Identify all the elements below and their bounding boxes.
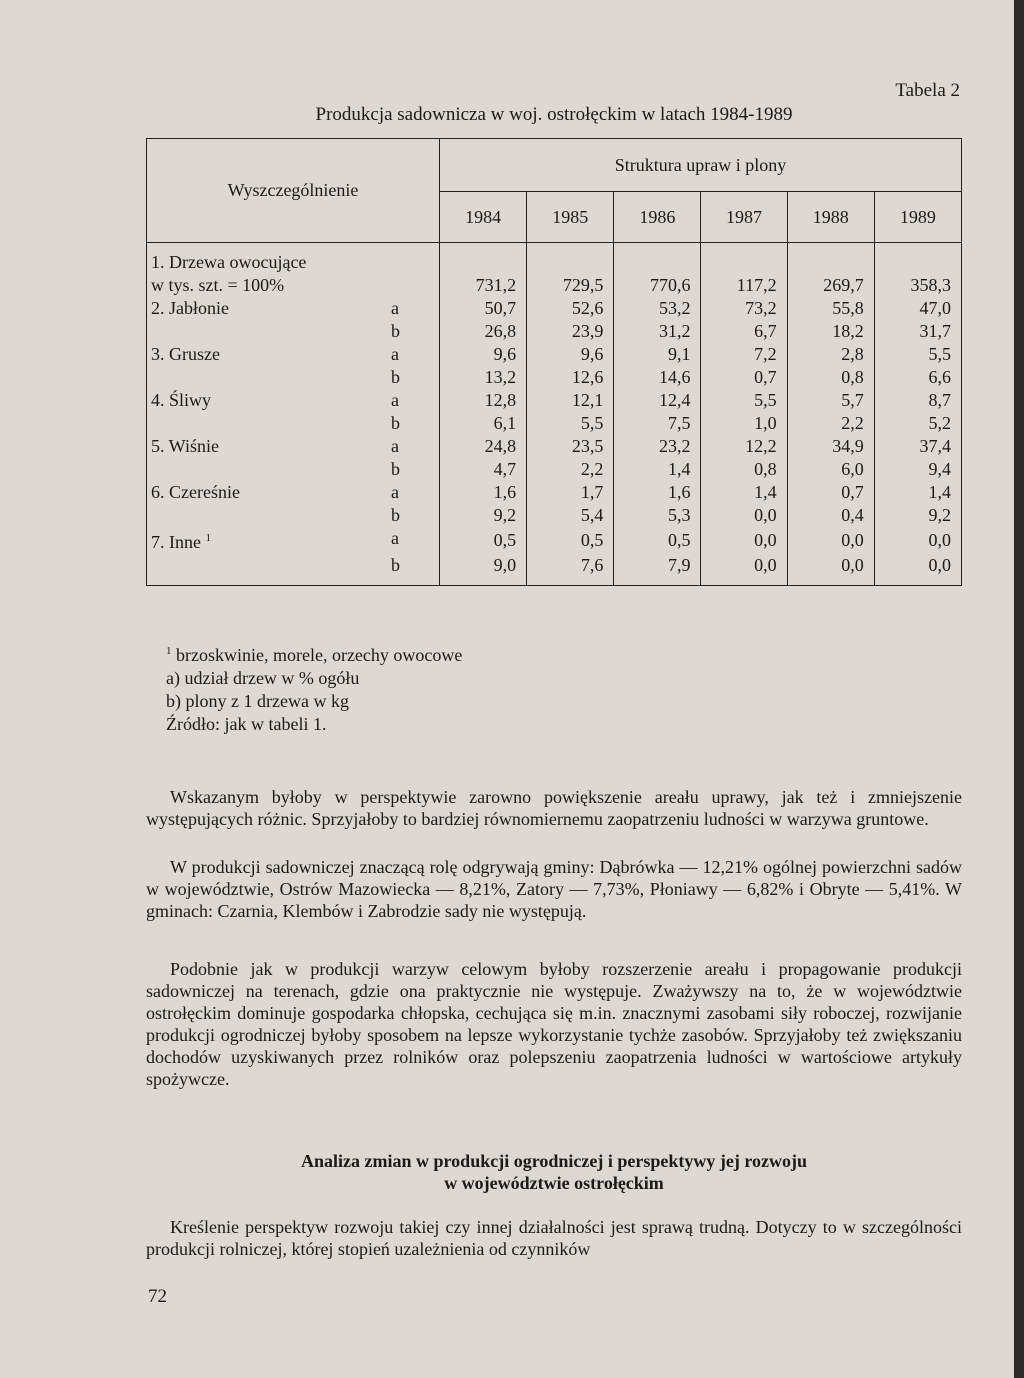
table-cell: 2,2 (787, 412, 874, 435)
table-row (147, 435, 962, 458)
row-label (147, 366, 440, 389)
table-cell: 358,3 (874, 274, 961, 297)
table-cell: 8,7 (874, 389, 961, 412)
table-cell (614, 243, 701, 275)
row-label (147, 458, 440, 481)
section-heading-line-2: w województwie ostrołęckim (444, 1173, 664, 1193)
row-label (147, 243, 440, 275)
table-cell: 9,0 (440, 554, 527, 586)
table-cell: 6,7 (701, 320, 787, 343)
paragraph-4: Kreślenie perspektyw rozwoju takiej czy innej działalności jest sprawą trudną. Dotyczy to w szczególności produkcji rolniczej, której stopień uzależnienia od czynników (146, 1217, 962, 1259)
table-cell: 47,0 (874, 297, 961, 320)
table-cell: 53,2 (614, 297, 701, 320)
table-row (147, 343, 962, 366)
table-cell: 18,2 (787, 320, 874, 343)
table-row (147, 274, 962, 297)
footnote-a: a) udział drzew w % ogółu (166, 668, 360, 688)
table-cell: 2,2 (527, 458, 614, 481)
row-label (147, 297, 440, 320)
table-cell: 14,6 (614, 366, 701, 389)
table-cell: 1,6 (614, 481, 701, 504)
row-label (147, 527, 440, 554)
table-cell: 0,0 (787, 554, 874, 586)
table-row (147, 366, 962, 389)
table-cell: 9,1 (614, 343, 701, 366)
row-ab-marker: b (391, 367, 400, 387)
table-row (147, 412, 962, 435)
table-cell: 0,0 (701, 527, 787, 554)
header-specification: Wyszczególnienie (147, 139, 440, 243)
table-title: Produkcja sadownicza w woj. ostrołęckim w latach 1984-1989 (315, 104, 793, 125)
row-label (147, 389, 440, 412)
table-cell: 9,2 (440, 504, 527, 527)
table-cell: 12,8 (440, 389, 527, 412)
table-footnotes (166, 640, 462, 736)
table-cell: 9,4 (874, 458, 961, 481)
source-note: Źródło: jak w tabeli 1. (166, 714, 327, 734)
table-cell: 0,5 (527, 527, 614, 554)
table-cell: 1,0 (701, 412, 787, 435)
year-header: 1985 (527, 192, 614, 243)
row-name: 4. Śliwy (151, 390, 212, 410)
row-ab-marker: a (391, 528, 399, 548)
table-cell: 9,2 (874, 504, 961, 527)
table-cell (874, 243, 961, 275)
table-cell: 7,2 (701, 343, 787, 366)
footnote-ref: 1 (205, 532, 211, 544)
table-cell: 5,2 (874, 412, 961, 435)
table-cell: 7,6 (527, 554, 614, 586)
table-row (147, 458, 962, 481)
table-cell: 26,8 (440, 320, 527, 343)
table-cell: 6,1 (440, 412, 527, 435)
table-row (147, 481, 962, 504)
row-name: w tys. szt. = 100% (151, 275, 285, 295)
table-cell: 55,8 (787, 297, 874, 320)
table-cell: 6,6 (874, 366, 961, 389)
table-cell: 2,8 (787, 343, 874, 366)
row-ab-marker: b (391, 321, 400, 341)
row-label (147, 412, 440, 435)
table-cell: 1,4 (614, 458, 701, 481)
table-cell: 6,0 (787, 458, 874, 481)
row-label (147, 435, 440, 458)
paragraph-3: Podobnie jak w produkcji warzyw celowym byłoby rozszerzenie areału i propagowanie produkcji sadowniczej na terenach, gdzie ona praktycznie nie występuje. Zważywszy na to, że w województwie ostrołęckim dominuje gospodarka chłopska, cechująca się m.in. znacznymi zasobami siły roboczej, rozwijanie produkcji ogrodniczej byłoby sposobem na lepsze wykorzystanie tychże zasobów. Sprzyjałoby też zwiększaniu dochodów uzyskiwanych przez rolników oraz polepszeniu zaopatrzenia ludności w wartościowe artykuły spożywcze. (146, 959, 962, 1089)
table-cell: 37,4 (874, 435, 961, 458)
table-cell: 731,2 (440, 274, 527, 297)
table-cell: 23,2 (614, 435, 701, 458)
table-cell: 0,4 (787, 504, 874, 527)
table-cell: 0,7 (787, 481, 874, 504)
header-structure: Struktura upraw i plony (440, 139, 962, 192)
table-cell: 12,6 (527, 366, 614, 389)
year-header: 1986 (614, 192, 701, 243)
page-edge-shadow (1014, 0, 1024, 1378)
row-label (147, 481, 440, 504)
table-cell: 1,4 (874, 481, 961, 504)
table-cell: 0,0 (701, 554, 787, 586)
table-cell: 50,7 (440, 297, 527, 320)
row-label (147, 343, 440, 366)
table-cell: 269,7 (787, 274, 874, 297)
table-cell: 12,2 (701, 435, 787, 458)
table-cell: 9,6 (440, 343, 527, 366)
table-cell: 34,9 (787, 435, 874, 458)
table-row (147, 554, 962, 586)
row-label (147, 504, 440, 527)
row-label (147, 554, 440, 586)
table-cell: 52,6 (527, 297, 614, 320)
table-cell: 0,0 (701, 504, 787, 527)
row-label (147, 274, 440, 297)
table-body (147, 243, 962, 586)
row-name: 3. Grusze (151, 344, 220, 364)
row-ab-marker: a (391, 436, 399, 456)
table-cell: 5,7 (787, 389, 874, 412)
table-cell: 1,7 (527, 481, 614, 504)
section-heading (146, 1150, 962, 1194)
table-label: Tabela 2 (895, 80, 960, 101)
row-name: 6. Czereśnie (151, 482, 240, 502)
year-header: 1988 (787, 192, 874, 243)
table-cell: 0,8 (701, 458, 787, 481)
table-row (147, 297, 962, 320)
row-label (147, 320, 440, 343)
table-cell (787, 243, 874, 275)
table-cell: 0,5 (440, 527, 527, 554)
table-cell: 0,5 (614, 527, 701, 554)
row-ab-marker: b (391, 505, 400, 525)
table-cell: 0,8 (787, 366, 874, 389)
table-cell: 7,9 (614, 554, 701, 586)
table-cell: 729,5 (527, 274, 614, 297)
table-cell: 117,2 (701, 274, 787, 297)
table-cell: 0,0 (874, 554, 961, 586)
table-cell: 5,5 (701, 389, 787, 412)
section-heading-line-1: Analiza zmian w produkcji ogrodniczej i perspektywy jej rozwoju (301, 1151, 807, 1171)
row-ab-marker: a (391, 344, 399, 364)
table-cell (440, 243, 527, 275)
table-cell: 31,7 (874, 320, 961, 343)
table-cell: 0,0 (787, 527, 874, 554)
table-cell: 31,2 (614, 320, 701, 343)
table-row (147, 527, 962, 554)
row-ab-marker: a (391, 482, 399, 502)
paragraph-1: Wskazanym byłoby w perspektywie zarowno powiększenie areału uprawy, jak też i zmniejszenie występujących różnic. Sprzyjałoby to bardziej równomiernemu zaopatrzeniu ludności w warzywa gruntowe. (146, 787, 962, 829)
table-row (147, 243, 962, 275)
footnote-1 (166, 640, 462, 667)
row-ab-marker: b (391, 459, 400, 479)
table-cell: 9,6 (527, 343, 614, 366)
table-cell: 24,8 (440, 435, 527, 458)
production-table (146, 138, 962, 586)
table-row (147, 504, 962, 527)
row-ab-marker: a (391, 298, 399, 318)
table-cell: 5,5 (527, 412, 614, 435)
row-ab-marker: a (391, 390, 399, 410)
table-cell: 13,2 (440, 366, 527, 389)
table-cell: 5,3 (614, 504, 701, 527)
paragraph-2: W produkcji sadowniczej znaczącą rolę odgrywają gminy: Dąbrówka — 12,21% ogólnej powierzchni sadów w województwie, Ostrów Mazowiecka — 8,21%, Zatory — 7,73%, Płoniawy — 6,82% i Obryte — 5,41%. W gminach: Czarnia, Klembów i Zabrodzie sady nie występują. (146, 857, 962, 921)
table-cell: 12,1 (527, 389, 614, 412)
row-name: 7. Inne (151, 532, 201, 552)
table-cell: 0,0 (874, 527, 961, 554)
table-cell: 73,2 (701, 297, 787, 320)
table-cell (701, 243, 787, 275)
footnote-1-text: brzoskwinie, morele, orzechy owocowe (176, 645, 463, 665)
table-cell: 5,4 (527, 504, 614, 527)
footnote-b: b) plony z 1 drzewa w kg (166, 691, 349, 711)
table-cell: 4,7 (440, 458, 527, 481)
table-cell: 7,5 (614, 412, 701, 435)
footnote-marker: 1 (166, 645, 172, 657)
row-name: 2. Jabłonie (151, 298, 229, 318)
table-row (147, 389, 962, 412)
year-header: 1987 (701, 192, 787, 243)
table-cell: 1,6 (440, 481, 527, 504)
table-cell: 23,9 (527, 320, 614, 343)
table-cell: 23,5 (527, 435, 614, 458)
year-header: 1989 (874, 192, 961, 243)
table-cell (527, 243, 614, 275)
row-name: 1. Drzewa owocujące (151, 252, 307, 272)
year-header: 1984 (440, 192, 527, 243)
table-cell: 0,7 (701, 366, 787, 389)
table-cell: 5,5 (874, 343, 961, 366)
table-cell: 12,4 (614, 389, 701, 412)
row-ab-marker: b (391, 555, 400, 575)
table-row (147, 320, 962, 343)
table-cell: 770,6 (614, 274, 701, 297)
row-name: 5. Wiśnie (151, 436, 219, 456)
row-ab-marker: b (391, 413, 400, 433)
table-cell: 1,4 (701, 481, 787, 504)
page-number: 72 (148, 1286, 167, 1307)
